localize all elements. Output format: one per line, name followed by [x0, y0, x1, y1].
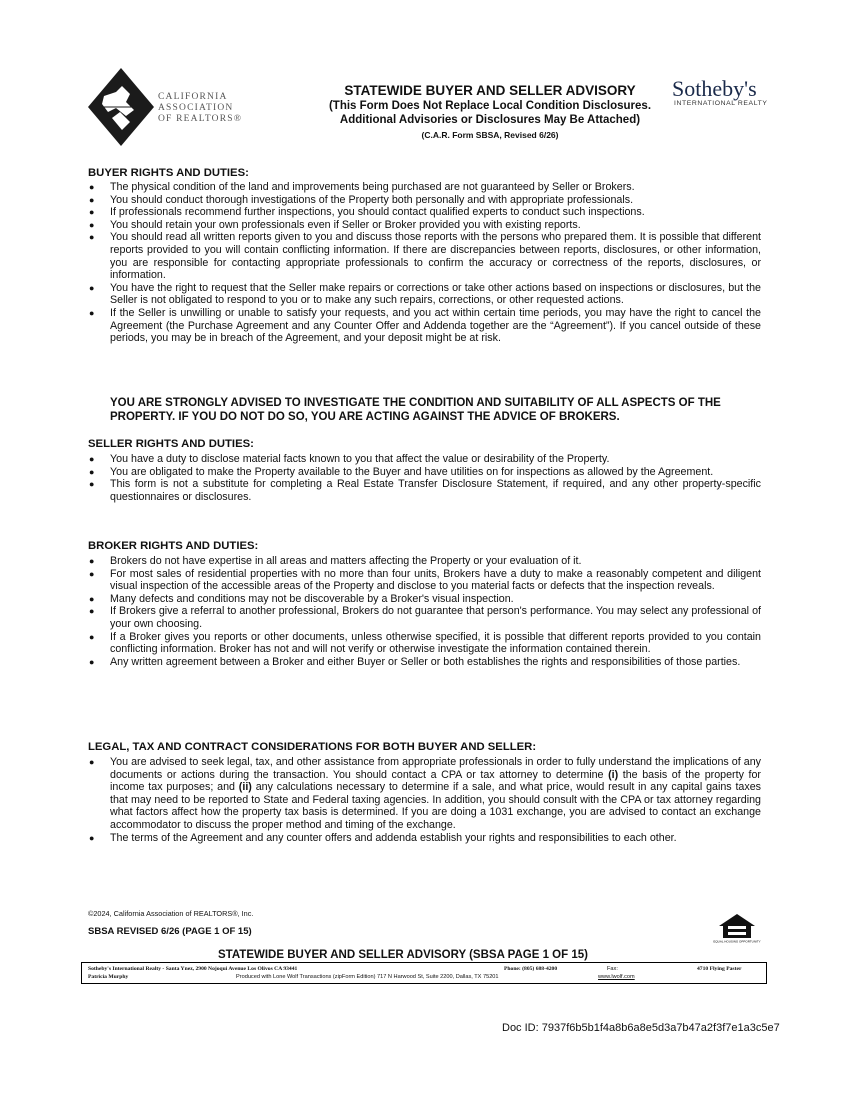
brand-logo: Sotheby's	[672, 76, 757, 101]
equal-housing-label: EQUAL HOUSING OPPORTUNITY	[713, 939, 761, 944]
buyer-list	[88, 181, 761, 345]
list-item: ● The physical condition of the land and improvements being purchased are not guaranteed by Seller or Brokers.	[89, 181, 635, 193]
buyer-warning: YOU ARE STRONGLY ADVISED TO INVESTIGATE THE CONDITION AND SUITABILITY OF ALL ASPECTS OF THE PROPERTY. IF YOU DO NOT DO SO, YOU ARE ACTING AGAINST THE ADVICE OF BROKERS.	[110, 397, 721, 423]
list-item: ● If Brokers give a referral to another professional, Brokers do not guarantee that person's performance. You may select any professional of your own choosing.	[89, 605, 761, 630]
list-item: ● This form is not a substitute for completing a Real Estate Transfer Disclosure Statement, if required, and any other property-specific questionnaires or disclosures.	[89, 478, 761, 503]
brokerage-address: Sotheby's International Realty - Santa Ynez, 2900 Nojoqui Avenue Los Olivos CA 93441	[88, 966, 298, 972]
bullet-icon: ●	[89, 307, 95, 318]
list-item: ● The terms of the Agreement and any counter offers and addenda establish your rights and responsibilities to each other.	[89, 831, 677, 844]
bullet-icon: ●	[89, 656, 95, 667]
bullet-icon: ●	[89, 631, 95, 642]
list-item: ● You have a duty to disclose material facts known to you that affect the value or desirability of the Property.	[89, 453, 610, 465]
brokerage-phone: Phone: (805) 688-4200	[504, 966, 558, 972]
section-heading-broker: BROKER RIGHTS AND DUTIES:	[88, 540, 259, 552]
bullet-icon: ●	[89, 219, 95, 230]
form-id: (C.A.R. Form SBSA, Revised 6/26)	[421, 130, 559, 140]
list-item: ● You have the right to request that the Seller make repairs or corrections or take other actions based on inspections or disclosures, but the Seller is not obligated to respond to you or to make any such repairs, corrections, or other requested actions.	[89, 281, 761, 307]
list-item: ● You are obligated to make the Property available to the Buyer and have utilities on for inspections as allowed by the Agreement.	[89, 465, 714, 478]
agent-name: Patricia Murphy	[88, 974, 129, 980]
car-logo-line-2: ASSOCIATION	[158, 103, 234, 113]
list-item: ● If the Seller is unwilling or unable to satisfy your requests, and you act within certain time periods, you may have the right to cancel the Agreement (the Purchase Agreement and any Counter Offer and Addenda together are the “Agreement”). If you cancel outside of these periods, you may be in breach of the Agreement, and your deposit might be at risk.	[89, 306, 761, 345]
list-item: ● You should retain your own professionals even if Seller or Broker provided you with existing reports.	[89, 218, 581, 231]
form-title: STATEWIDE BUYER AND SELLER ADVISORY	[344, 83, 636, 98]
property-name: 4710 Flying Paster	[697, 966, 742, 972]
bullet-icon: ●	[89, 182, 95, 192]
bullet-icon: ●	[89, 232, 95, 243]
list-item: ● You are advised to seek legal, tax, and other assistance from appropriate professionals in order to fully understand the implications of any documents or actions during the transaction. You should contact a CPA or tax attorney to determine (i) the basis of the property for income tax purposes; and (ii) any calculations necessary to determine if a sale, and what price, would result in any capital gains taxes that may need to be reported to State and Federal taxing agencies. In addition, you should consult with the CPA or tax attorney regarding what factors affect how the property tax basis is determined. If you are doing a 1031 exchange, you are advised to contact an exchange accommodator to discuss the proper method and timing of the exchange.	[89, 756, 761, 831]
car-logo-line-3: OF REALTORS®	[158, 114, 243, 124]
footer-title: STATEWIDE BUYER AND SELLER ADVISORY (SBSA PAGE 1 OF 15)	[218, 949, 588, 961]
list-item: ● Brokers do not have expertise in all areas and matters affecting the Property or your evaluation of it.	[89, 555, 582, 567]
list-item: ● If professionals recommend further inspections, you should contact qualified experts to conduct such inspections.	[89, 206, 645, 219]
bullet-icon: ●	[89, 568, 95, 579]
copyright-notice: ©2024, California Association of REALTORS®, Inc.	[88, 909, 254, 918]
transaction-footer-box	[81, 962, 767, 984]
list-item: ● Many defects and conditions may not be discoverable by a Broker's visual inspection.	[89, 592, 514, 605]
bullet-icon: ●	[89, 194, 95, 205]
section-heading-buyer: BUYER RIGHTS AND DUTIES:	[88, 167, 249, 179]
legal-list	[88, 756, 761, 844]
section-heading-seller: SELLER RIGHTS AND DUTIES:	[88, 438, 254, 450]
list-item: ● For most sales of residential properties with no more than four units, Brokers have a duty to make a reasonably competent and diligent visual inspection of the accessible areas of the Property and disclose to you material facts or defects that the inspection reveals.	[89, 567, 761, 593]
bullet-icon: ●	[89, 479, 95, 490]
bullet-icon: ●	[89, 466, 95, 477]
section-heading-legal: LEGAL, TAX AND CONTRACT CONSIDERATIONS FOR BOTH BUYER AND SELLER:	[88, 741, 537, 753]
broker-list	[88, 555, 761, 668]
form-subtitle-1: (This Form Does Not Replace Local Condition Disclosures.	[328, 100, 652, 112]
produced-with: Produced with Lone Wolf Transactions (zipForm Edition) 717 N Harwood St, Suite 2200, Dallas, TX 75201	[236, 974, 499, 980]
bullet-icon: ●	[89, 454, 95, 464]
bullet-icon: ●	[89, 606, 95, 617]
bullet-icon: ●	[89, 593, 95, 604]
website-link[interactable]: www.lwolf.com	[598, 974, 635, 980]
car-logo-icon	[86, 66, 156, 148]
bullet-icon: ●	[89, 556, 95, 566]
list-item: ● You should conduct thorough investigations of the Property both personally and with appropriate professionals.	[89, 193, 634, 206]
bullet-icon: ●	[89, 832, 95, 843]
doc-id: Doc ID: 7937f6b5b1f4a8b6a8e5d3a7b47a2f3f7e1a3c5e7	[502, 1022, 780, 1034]
list-item: ● If a Broker gives you reports or other documents, unless otherwise specified, it is possible that different reports provided to you contain conflicting information. Broker has not and will not verify or otherwise investigate the information contained therein.	[89, 630, 761, 656]
revision-label: SBSA REVISED 6/26 (PAGE 1 OF 15)	[88, 926, 252, 937]
bullet-icon: ●	[89, 207, 95, 218]
equal-housing-icon	[713, 912, 761, 946]
seller-list	[88, 453, 761, 503]
brokerage-fax: Fax:	[607, 966, 618, 972]
car-logo-line-1: CALIFORNIA	[158, 92, 228, 102]
brand-subtitle: INTERNATIONAL REALTY	[674, 100, 768, 107]
form-subtitle-2: Additional Advisories or Disclosures May Be Attached)	[339, 114, 641, 126]
bullet-icon: ●	[89, 282, 95, 293]
bullet-icon: ●	[89, 757, 95, 767]
list-item: ● Any written agreement between a Broker and either Buyer or Seller or both establishes the rights and responsibilities of those parties.	[89, 655, 741, 668]
list-item: ● You should read all written reports given to you and discuss those reports with the persons who prepared them. It is possible that different reports provided to you will contain conflicting information. If there are discrepancies between reports, disclosures, or other information, you are responsible for contacting appropriate professionals to confirm the accuracy or correctness of the reports, disclosures, or information.	[89, 231, 761, 282]
